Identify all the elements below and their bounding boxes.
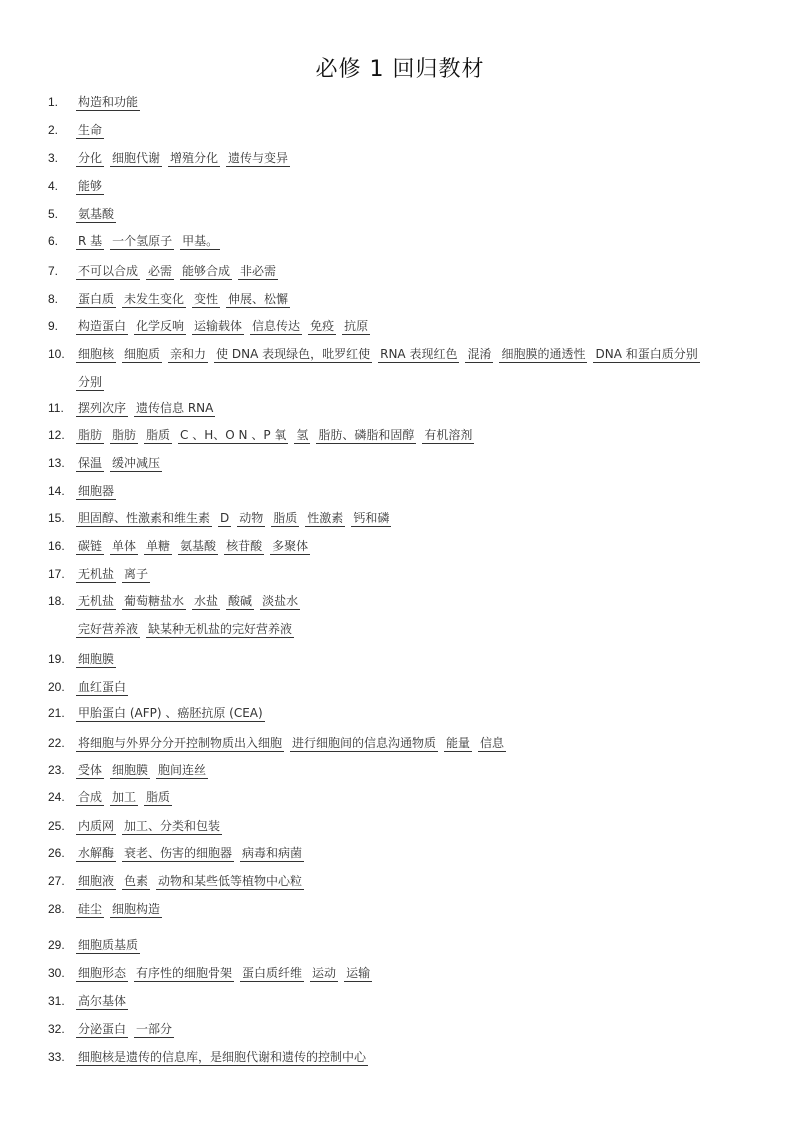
answer-row	[0, 649, 800, 669]
answer-blank: 细胞膜的通透性	[501, 347, 586, 361]
item-number: 27.	[48, 874, 65, 888]
answer-blank: 完好营养液	[78, 622, 139, 636]
answer-blank: 无机盐	[78, 594, 115, 608]
answer-blank: 构造蛋白	[78, 319, 127, 333]
answer-blank: 不可以合成	[78, 264, 139, 278]
answer-row	[0, 871, 800, 891]
answer-row	[0, 289, 800, 309]
answer-row	[0, 564, 800, 584]
answer-blank: 细胞核	[78, 347, 115, 361]
answer-blank: 蛋白质	[78, 292, 115, 306]
item-number: 15.	[48, 511, 65, 525]
answer-blank: 衰老、伤害的细胞器	[124, 846, 233, 860]
answer-blank: 使 DNA 表现绿色，吡罗红使	[216, 347, 371, 361]
answer-blank: 血红蛋白	[78, 680, 127, 694]
answer-blank: 有机溶剂	[424, 428, 473, 442]
item-number: 23.	[48, 763, 65, 777]
item-number: 18.	[48, 594, 65, 608]
answer-line	[76, 120, 110, 140]
answer-blank: 多聚体	[272, 539, 309, 553]
answer-line	[76, 564, 156, 584]
answer-blank: 信息传达	[252, 319, 301, 333]
answer-blank: 水解酶	[78, 846, 115, 860]
answer-line	[76, 398, 221, 418]
answer-line	[76, 899, 168, 919]
answer-blank: 甲基。	[182, 234, 219, 248]
answer-line	[76, 92, 146, 112]
item-number: 6.	[48, 234, 59, 248]
answer-blank: 一部分	[136, 1022, 173, 1036]
answer-blank: 氨基酸	[180, 539, 217, 553]
answer-blank: 混淆	[467, 347, 492, 361]
item-number: 12.	[48, 428, 65, 442]
answer-blank: 亲和力	[170, 347, 207, 361]
answer-blank: 缺某种无机盐的完好营养液	[148, 622, 293, 636]
answer-line	[76, 649, 122, 669]
answer-blank: 核苷酸	[226, 539, 263, 553]
answer-blank: 高尔基体	[78, 994, 127, 1008]
answer-blank: 能够	[78, 179, 103, 193]
answer-blank: 内质网	[78, 819, 115, 833]
item-number: 14.	[48, 484, 65, 498]
answer-row	[0, 481, 800, 501]
answer-line	[76, 316, 376, 336]
answer-blank: 病毒和病菌	[242, 846, 303, 860]
answer-blank: 化学反响	[136, 319, 185, 333]
item-number: 26.	[48, 846, 65, 860]
answer-blank: 脂肪	[112, 428, 137, 442]
item-number: 16.	[48, 539, 65, 553]
answer-blank: 运输	[346, 966, 371, 980]
answer-line	[76, 733, 512, 753]
answer-line	[76, 1047, 374, 1067]
answer-blank: RNA 表现红色	[380, 347, 458, 361]
item-number: 30.	[48, 966, 65, 980]
item-number: 10.	[48, 347, 65, 361]
answer-row	[0, 935, 800, 955]
item-number: 4.	[48, 179, 59, 193]
item-number: 8.	[48, 292, 59, 306]
answer-blank: 进行细胞间的信息沟通物质	[292, 736, 437, 750]
answer-blank: 细胞质基质	[78, 938, 139, 952]
answer-line	[76, 963, 378, 983]
answer-row	[0, 677, 800, 697]
answer-row	[0, 760, 800, 780]
item-number: 20.	[48, 680, 65, 694]
answer-line	[76, 344, 706, 364]
answer-blank: 无机盐	[78, 567, 115, 581]
item-number: 19.	[48, 652, 65, 666]
item-number: 3.	[48, 151, 59, 165]
answer-row	[0, 344, 800, 364]
answer-blank: 细胞膜	[78, 652, 115, 666]
answer-blank: 未发生变化	[124, 292, 185, 306]
answer-blank: 抗原	[344, 319, 369, 333]
item-number: 11.	[48, 401, 64, 415]
answer-blank: C 、H、O N 、P 氧	[180, 428, 287, 442]
item-number: 29.	[48, 938, 65, 952]
answer-blank: 碳链	[78, 539, 103, 553]
answer-row	[0, 120, 800, 140]
answer-blank: 脂肪、磷脂和固醇	[318, 428, 415, 442]
item-number: 1.	[48, 95, 59, 109]
answer-blank: 单糖	[146, 539, 171, 553]
answer-blank: 有序性的细胞骨架	[136, 966, 233, 980]
answer-blank: 遗传信息 RNA	[136, 401, 214, 415]
answer-line	[76, 935, 146, 955]
answer-line	[76, 148, 296, 168]
answer-row	[0, 261, 800, 281]
answer-blank: 细胞质	[124, 347, 161, 361]
answer-blank: 水盐	[194, 594, 219, 608]
answer-line	[76, 591, 306, 611]
answer-blank: 受体	[78, 763, 103, 777]
answer-blank: 蛋白质纤维	[242, 966, 303, 980]
answer-row	[0, 991, 800, 1011]
item-number: 22.	[48, 736, 65, 750]
answer-line	[76, 508, 397, 528]
answer-blank: 脂质	[146, 790, 171, 804]
answer-blank: 细胞核是遗传的信息库，是细胞代谢和遗传的控制中心	[78, 1050, 367, 1064]
answer-line	[76, 787, 178, 807]
answer-line	[76, 677, 134, 697]
answer-blank: 细胞代谢	[112, 151, 161, 165]
answer-line	[76, 703, 271, 723]
answer-blank: 加工、分类和包装	[124, 819, 221, 833]
answer-blank: D	[220, 511, 230, 525]
answer-blank: 免疫	[310, 319, 335, 333]
answer-line	[76, 481, 122, 501]
answer-line	[76, 760, 214, 780]
answer-row	[0, 316, 800, 336]
item-number: 7.	[48, 264, 59, 278]
item-number: 2.	[48, 123, 59, 137]
answer-blank: DNA 和蛋白质分别	[595, 347, 698, 361]
answer-blank: 动物	[239, 511, 264, 525]
item-number: 21.	[48, 706, 65, 720]
answer-blank: 信息	[480, 736, 505, 750]
item-number: 24.	[48, 790, 65, 804]
answer-blank: 保温	[78, 456, 103, 470]
answer-blank: 细胞液	[78, 874, 115, 888]
item-number: 25.	[48, 819, 65, 833]
item-number: 31.	[48, 994, 65, 1008]
answer-blank: 细胞形态	[78, 966, 127, 980]
answer-line	[76, 261, 284, 281]
answer-blank: 遗传与变异	[228, 151, 289, 165]
answer-blank: 细胞器	[78, 484, 115, 498]
answer-blank: 葡萄糖盐水	[124, 594, 185, 608]
answer-blank: 细胞构造	[112, 902, 161, 916]
answer-blank: 脂肪	[78, 428, 103, 442]
answer-row	[0, 508, 800, 528]
answer-line	[76, 372, 110, 392]
answer-blank: 细胞膜	[112, 763, 149, 777]
answer-blank: 脂质	[273, 511, 298, 525]
answer-row	[0, 963, 800, 983]
answer-blank: 胞间连丝	[158, 763, 207, 777]
answer-blank: R 基	[78, 234, 103, 248]
item-number: 5.	[48, 207, 59, 221]
answer-blank: 氢	[296, 428, 309, 442]
answer-row	[0, 591, 800, 611]
answer-blank: 摆列次序	[78, 401, 127, 415]
answer-blank: 单体	[112, 539, 137, 553]
answer-line	[76, 816, 228, 836]
answer-line	[76, 536, 316, 556]
answer-blank: 钙和磷	[353, 511, 390, 525]
answer-blank: 运输载体	[194, 319, 243, 333]
answer-row	[0, 231, 800, 251]
answer-line	[76, 289, 296, 309]
answer-blank: 胆固醇、性激素和维生素	[78, 511, 211, 525]
answer-blank: 增殖分化	[170, 151, 219, 165]
answer-blank: 合成	[78, 790, 103, 804]
answer-line	[76, 453, 168, 473]
answer-row	[0, 899, 800, 919]
answer-blank: 伸展、松懈	[228, 292, 289, 306]
answer-line	[76, 871, 310, 891]
answer-row	[0, 816, 800, 836]
answer-row	[0, 843, 800, 863]
answer-blank: 酸碱	[228, 594, 253, 608]
answer-row	[0, 787, 800, 807]
answer-row	[0, 733, 800, 753]
answer-row	[0, 372, 800, 392]
answer-line	[76, 991, 134, 1011]
item-number: 28.	[48, 902, 65, 916]
item-number: 9.	[48, 319, 59, 333]
answer-row	[0, 453, 800, 473]
answer-line	[76, 204, 122, 224]
answer-row	[0, 176, 800, 196]
answer-blank: 变性	[194, 292, 219, 306]
answer-row	[0, 204, 800, 224]
answer-line	[76, 843, 310, 863]
answer-blank: 一个氢原子	[112, 234, 173, 248]
answer-line	[76, 1019, 180, 1039]
answer-line	[76, 231, 226, 251]
answer-blank: 非必需	[240, 264, 277, 278]
answer-blank: 必需	[148, 264, 173, 278]
answer-row	[0, 398, 800, 418]
answer-row	[0, 619, 800, 639]
answer-row	[0, 425, 800, 445]
answer-blank: 动物和某些低等植物中心粒	[158, 874, 303, 888]
answer-row	[0, 703, 800, 723]
answer-blank: 淡盐水	[262, 594, 299, 608]
answer-blank: 能够合成	[182, 264, 231, 278]
answer-blank: 氨基酸	[78, 207, 115, 221]
answer-line	[76, 619, 300, 639]
answer-row	[0, 148, 800, 168]
answer-blank: 构造和功能	[78, 95, 139, 109]
answer-row	[0, 92, 800, 112]
answer-row	[0, 536, 800, 556]
item-number: 33.	[48, 1050, 65, 1064]
answer-row	[0, 1019, 800, 1039]
answer-blank: 性激素	[307, 511, 344, 525]
answer-blank: 甲胎蛋白 (AFP) 、癌胚抗原 (CEA)	[78, 706, 263, 720]
answer-blank: 能量	[446, 736, 471, 750]
answer-blank: 分化	[78, 151, 103, 165]
item-number: 32.	[48, 1022, 65, 1036]
answer-blank: 脂质	[146, 428, 171, 442]
answer-row	[0, 1047, 800, 1067]
item-number: 17.	[48, 567, 65, 581]
answer-blank: 将细胞与外界分分开控制物质出入细胞	[78, 736, 283, 750]
answer-blank: 硅尘	[78, 902, 103, 916]
answer-blank: 分别	[78, 375, 103, 389]
item-number: 13.	[48, 456, 65, 470]
answer-blank: 生命	[78, 123, 103, 137]
answer-blank: 缓冲减压	[112, 456, 161, 470]
answer-line	[76, 425, 480, 445]
answer-line	[76, 176, 110, 196]
answer-blank: 离子	[124, 567, 149, 581]
answer-blank: 分泌蛋白	[78, 1022, 127, 1036]
page-title: 必修 1 回归教材	[315, 57, 485, 82]
answer-blank: 加工	[112, 790, 137, 804]
answer-blank: 色素	[124, 874, 149, 888]
answer-blank: 运动	[312, 966, 337, 980]
